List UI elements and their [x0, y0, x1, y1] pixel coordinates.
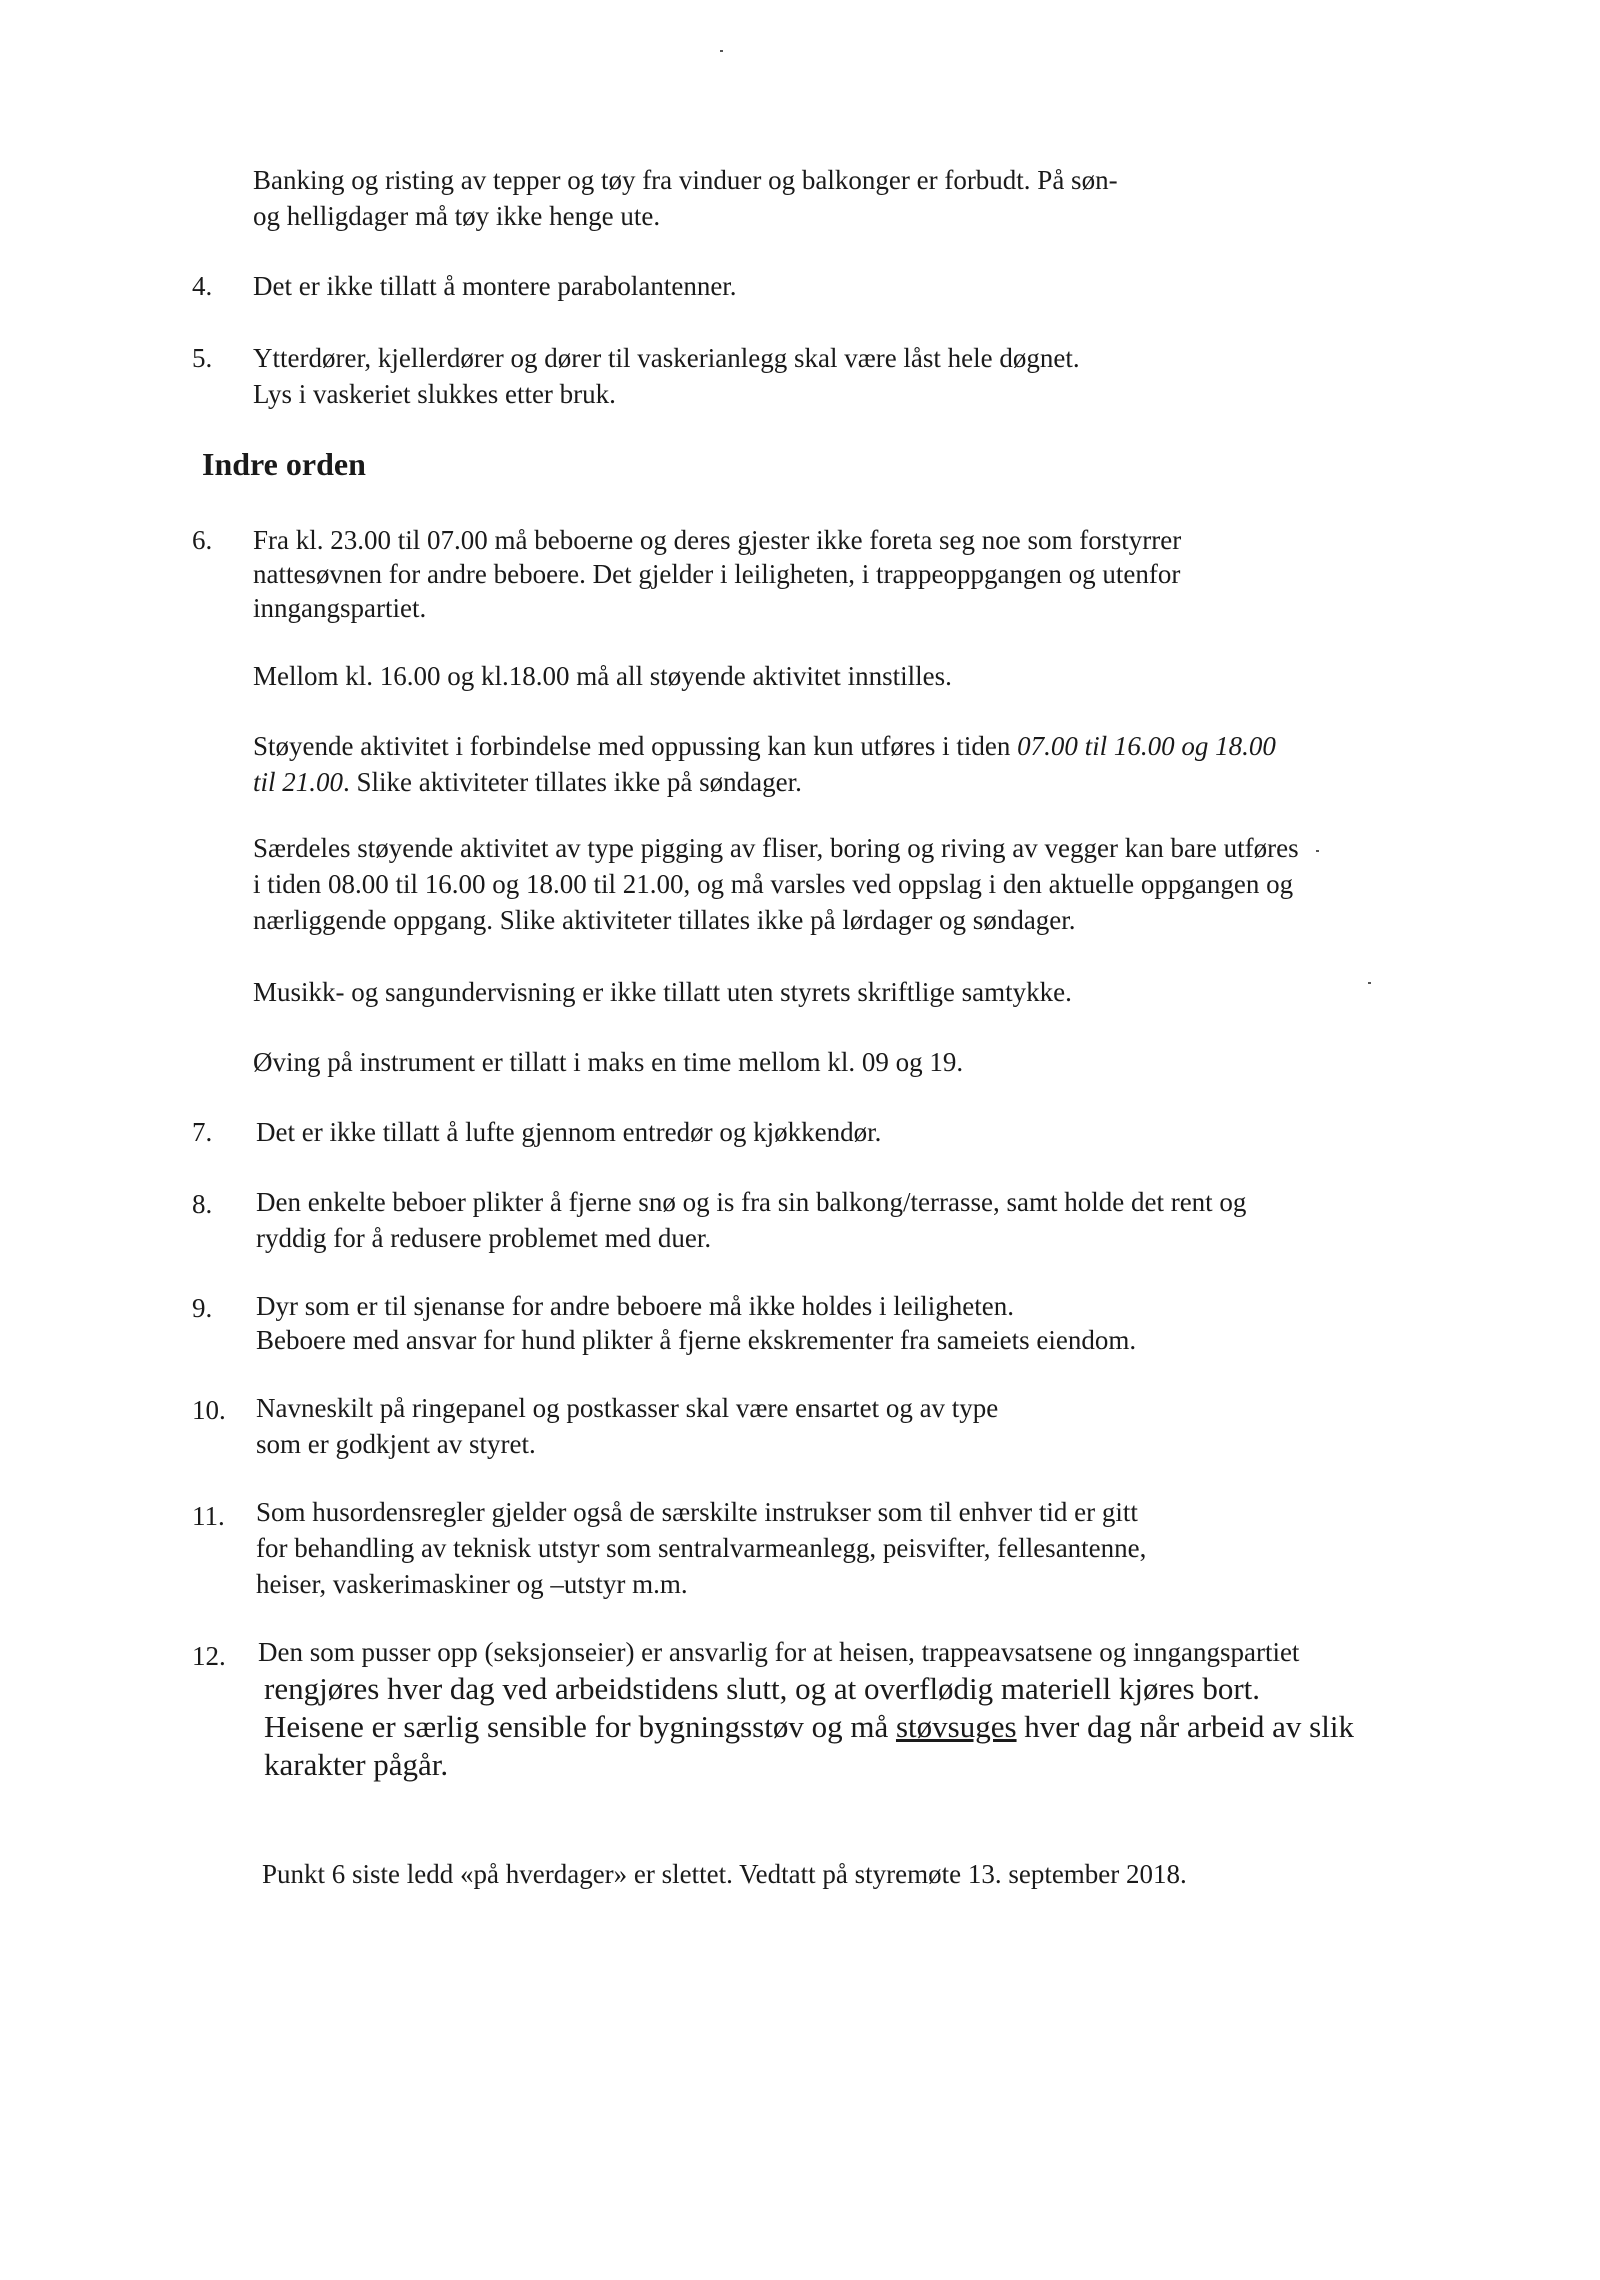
- item-7-number: 7.: [192, 1117, 213, 1147]
- item-11-line-1: Som husordensregler gjelder også de særskilte instrukser som til enhver tid er gitt: [256, 1497, 1138, 1527]
- item-6-line-1: Fra kl. 23.00 til 07.00 må beboerne og deres gjester ikke foreta seg noe som forstyrrer: [253, 525, 1182, 555]
- item-5-number: 5.: [192, 343, 213, 373]
- item-6-paragraph-4-line-3: nærliggende oppgang. Slike aktiviteter tillates ikke på lørdager og søndager.: [253, 905, 1076, 935]
- footer-note: Punkt 6 siste ledd «på hverdager» er slettet. Vedtatt på styremøte 13. september 2018.: [262, 1859, 1187, 1889]
- item-12-line-2: rengjøres hver dag ved arbeidstidens slutt, og at overflødig materiell kjøres bort.: [264, 1671, 1261, 1706]
- item-4-line-1: Det er ikke tillatt å montere parabolantenner.: [253, 271, 737, 301]
- item-9-line-1: Dyr som er til sjenanse for andre beboere må ikke holdes i leiligheten.: [256, 1291, 1015, 1321]
- item-7-line-1: Det er ikke tillatt å lufte gjennom entredør og kjøkkendør.: [256, 1117, 882, 1147]
- intro-line-2: og helligdager må tøy ikke henge ute.: [253, 201, 661, 231]
- item-6-paragraph-4-line-2: i tiden 08.00 til 16.00 og 18.00 til 21.00, og må varsles ved oppslag i den aktuelle oppgangen og: [253, 869, 1294, 899]
- item-9-number: 9.: [192, 1293, 213, 1323]
- item-12-line-1: Den som pusser opp (seksjonseier) er ansvarlig for at heisen, trappeavsatsene og inngangspartiet: [258, 1637, 1300, 1667]
- item-12-line-3-post: hver dag når arbeid av slik: [1016, 1709, 1354, 1744]
- item-6-paragraph-5: Musikk- og sangundervisning er ikke tillatt uten styrets skriftlige samtykke.: [253, 977, 1072, 1007]
- item-8-line-2: ryddig for å redusere problemet med duer.: [256, 1223, 712, 1253]
- p3-text-post: . Slike aktiviteter tillates ikke på søndager.: [343, 767, 802, 797]
- item-8-number: 8.: [192, 1189, 213, 1219]
- intro-line-1: Banking og risting av tepper og tøy fra vinduer og balkonger er forbudt. På søn-: [253, 165, 1118, 195]
- item-12-line-4: karakter pågår.: [264, 1747, 449, 1782]
- item-11-line-2: for behandling av teknisk utstyr som sentralvarmeanlegg, peisvifter, fellesantenne,: [256, 1533, 1147, 1563]
- scan-speck: [1316, 850, 1319, 852]
- item-6-line-2: nattesøvnen for andre beboere. Det gjelder i leiligheten, i trappeoppgangen og utenfor: [253, 559, 1181, 589]
- item-6-paragraph-2: Mellom kl. 16.00 og kl.18.00 må all støyende aktivitet innstilles.: [253, 661, 952, 691]
- section-heading: Indre orden: [202, 446, 366, 482]
- item-12-underlined-word: støvsuges: [895, 1709, 1017, 1744]
- item-12-line-3-pre: Heisene er særlig sensible for bygningsstøv og må: [264, 1709, 896, 1744]
- item-11-line-3: heiser, vaskerimaskiner og –utstyr m.m.: [256, 1569, 688, 1599]
- scan-speck: [1368, 982, 1371, 984]
- item-10-line-1: Navneskilt på ringepanel og postkasser skal være ensartet og av type: [256, 1393, 999, 1423]
- item-4-number: 4.: [192, 271, 213, 301]
- item-11-number: 11.: [192, 1501, 225, 1531]
- item-12-line-3: [264, 1708, 1354, 1746]
- item-5-line-1: Ytterdører, kjellerdører og dører til vaskerianlegg skal være låst hele døgnet.: [253, 343, 1080, 373]
- p3-text-pre: Støyende aktivitet i forbindelse med oppussing kan kun utføres i tiden: [253, 731, 1018, 761]
- item-5-line-2: Lys i vaskeriet slukkes etter bruk.: [253, 379, 616, 409]
- scan-speck: [720, 50, 723, 52]
- item-6-paragraph-3-line-2: [253, 764, 802, 800]
- p3-italic-times-2: til 21.00: [253, 767, 344, 797]
- item-9-line-2: Beboere med ansvar for hund plikter å fjerne ekskrementer fra sameiets eiendom.: [256, 1325, 1137, 1355]
- item-8-line-1: Den enkelte beboer plikter å fjerne snø og is fra sin balkong/terrasse, samt holde det rent og: [256, 1187, 1247, 1217]
- item-6-paragraph-3-line-1: [253, 728, 1276, 764]
- p3-italic-times-1: 07.00 til 16.00 og 18.00: [1017, 731, 1276, 761]
- item-10-number: 10.: [192, 1395, 226, 1425]
- item-6-paragraph-6: Øving på instrument er tillatt i maks en time mellom kl. 09 og 19.: [253, 1047, 964, 1077]
- item-10-line-2: som er godkjent av styret.: [256, 1429, 536, 1459]
- item-6-paragraph-4-line-1: Særdeles støyende aktivitet av type pigging av fliser, boring og riving av vegger kan bare utføres: [253, 833, 1299, 863]
- item-6-line-3: inngangspartiet.: [253, 593, 427, 623]
- item-6-number: 6.: [192, 525, 213, 555]
- item-12-number: 12.: [192, 1641, 226, 1671]
